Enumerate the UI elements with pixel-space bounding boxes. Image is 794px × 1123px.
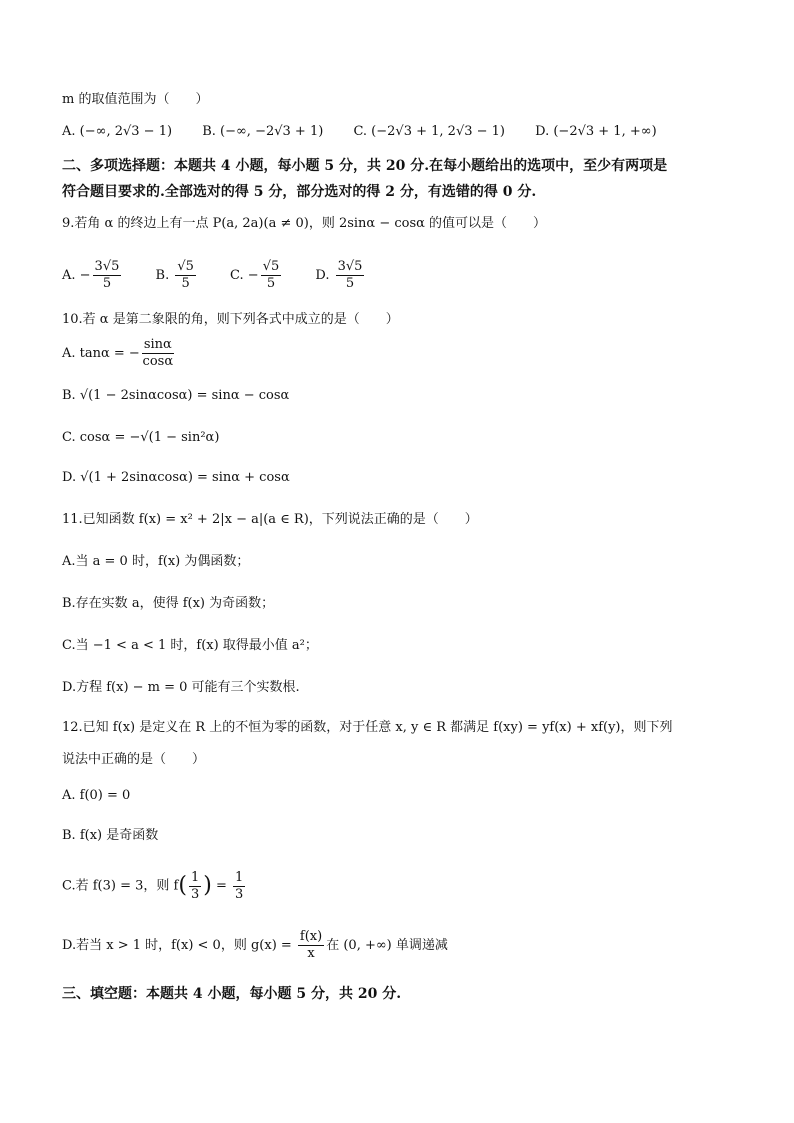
q11-option-b[interactable]: B.存在实数 a，使得 f(x) 为奇函数； [62,596,275,611]
q12-option-c-prefix: C.若 f(3) = 3，则 f [62,878,179,894]
q12-option-c-rparen: ) [203,873,212,898]
q12-stem-line2: 说法中正确的是（ ） [62,752,206,767]
q9-option-b-den: 5 [181,276,190,291]
q10-option-c[interactable]: C. cosα = −√(1 − sin²α) [62,430,220,445]
q9-option-b-fraction [175,259,196,292]
q9-option-d-label: D. [315,268,334,283]
q8-option-d[interactable]: D. (−2√3 + 1, +∞) [535,124,657,139]
q10-stem: 10.若 α 是第二象限的角，则下列各式中成立的是（ ） [62,312,399,327]
q12-option-c-res-den: 3 [235,886,244,902]
q8-option-b[interactable]: B. (−∞, −2√3 + 1) [202,124,324,139]
q12-option-c-res-num: 1 [235,869,244,885]
q8-option-a[interactable]: A. (−∞, 2√3 − 1) [62,124,173,139]
q9-option-c-fraction [261,259,282,292]
section2-heading-line2: 符合题目要求的.全部选对的得 5 分，部分选对的得 2 分，有选错的得 0 分. [62,184,537,200]
q8-option-c[interactable]: C. (−2√3 + 1, 2√3 − 1) [353,124,505,139]
q11-option-d[interactable]: D.方程 f(x) − m = 0 可能有三个实数根. [62,680,300,695]
q9-option-a-fraction [93,259,122,292]
q12-stem-line1: 12.已知 f(x) 是定义在 R 上的不恒为零的函数，对于任意 x, y ∈ R 都满足 f(xy) = yf(x) + xf(y)，则下列 [62,720,673,735]
q12-option-c-arg-fraction [189,870,201,903]
q12-option-b[interactable]: B. f(x) 是奇函数 [62,828,159,843]
q10-option-a[interactable] [62,336,176,372]
q12-option-d-num: f(x) [299,929,323,944]
q12-option-c-result-fraction [233,870,245,903]
q11-option-c[interactable]: C.当 −1 < a < 1 时，f(x) 取得最小值 a²； [62,638,318,653]
q8-stem: m 的取值范围为（ ） [62,92,209,107]
q10-option-a-fraction [142,337,174,370]
q12-option-c-arg-num: 1 [190,869,200,885]
q10-option-b[interactable]: B. √(1 − 2sinαcosα) = sinα − cosα [62,388,290,403]
q12-option-c-lparen: ( [178,873,187,898]
q9-options [62,256,394,296]
q12-option-c-arg-den: 3 [190,886,200,902]
q9-option-a[interactable] [62,256,123,296]
q9-option-b-num: √5 [177,259,194,274]
q9-option-c[interactable] [230,256,283,296]
q12-option-d-fraction [298,929,324,962]
q9-option-d-den: 5 [345,276,355,291]
q9-option-b-label: B. [155,268,174,283]
q12-option-a[interactable]: A. f(0) = 0 [62,788,131,803]
q12-option-d-prefix: D.若当 x > 1 时，f(x) < 0，则 g(x) = [62,938,296,953]
q9-option-a-den: 5 [102,276,112,291]
q12-option-c[interactable] [62,866,247,907]
q12-option-d[interactable] [62,926,448,966]
section2-heading-line1: 二、多项选择题：本题共 4 小题，每小题 5 分，共 20 分.在每小题给出的选项中，至少有两项是 [62,158,668,174]
q12-option-d-den: x [307,946,315,961]
q9-option-a-label: A. − [62,268,91,283]
q10-option-d[interactable]: D. √(1 + 2sinαcosα) = sinα + cosα [62,470,290,485]
q9-option-c-den: 5 [266,276,276,291]
q12-option-c-eq: = [211,878,231,894]
q9-option-b[interactable] [156,256,198,296]
q12-option-d-suffix: 在 (0, +∞) 单调递减 [326,938,448,953]
q11-stem: 11.已知函数 f(x) = x² + 2|x − a|(a ∈ R)，下列说法正确的是（ ） [62,512,478,527]
q9-option-d[interactable] [315,256,366,296]
q9-option-c-label: C. − [230,268,259,283]
q9-option-a-num: 3√5 [94,259,120,274]
q9-option-d-num: 3√5 [337,259,363,274]
q11-option-a[interactable]: A.当 a = 0 时，f(x) 为偶函数； [62,554,250,569]
q9-option-c-num: √5 [262,259,280,274]
q9-option-d-fraction [336,259,365,292]
q10-option-a-den: cosα [142,354,174,369]
section3-heading: 三、填空题：本题共 4 小题，每小题 5 分，共 20 分. [62,986,402,1002]
q10-option-a-prefix: A. tanα = − [62,346,140,361]
q8-options [62,122,683,142]
q9-stem: 9.若角 α 的终边上有一点 P(a, 2a)(a ≠ 0)，则 2sinα − cosα 的值可以是（ ） [62,216,547,231]
q10-option-a-num: sinα [143,337,172,352]
